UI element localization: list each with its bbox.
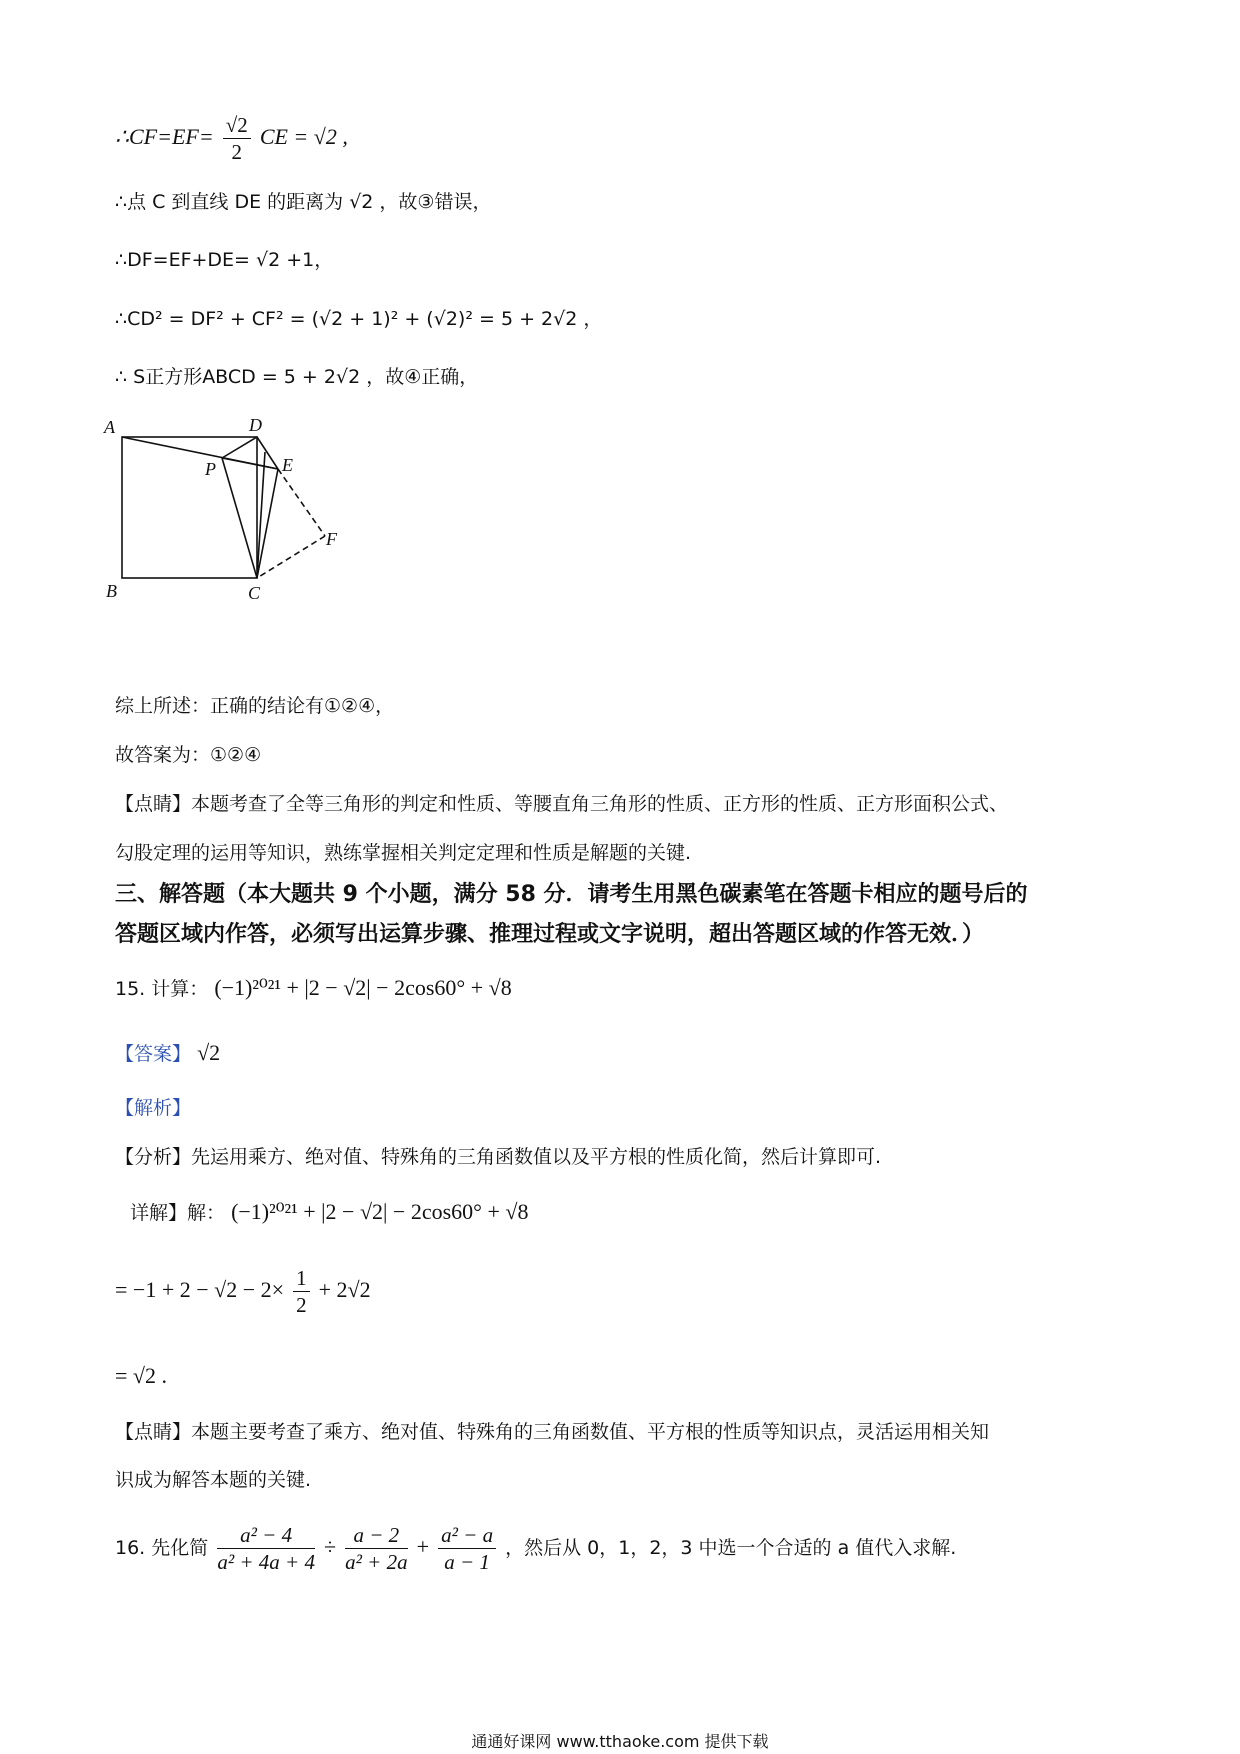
q16-fraction-3 [438,1522,496,1575]
fraction-numerator: a − 2 [345,1522,407,1549]
segment-fc-dashed [257,536,325,578]
segment-de [257,437,278,469]
q16-tail: ，然后从 0，1，2，3 中选一个合适的 a 值代入求解. [505,1537,957,1559]
fraction-numerator: a² − 4 [217,1522,315,1549]
q15-label: 15. 计算： [115,978,209,1000]
cf-ef-suffix: CE = √2 , [259,124,348,149]
answer-line: 故答案为：①②④ [115,744,262,766]
fraction-denominator: a − 1 [444,1550,490,1574]
summary-line: 综上所述：正确的结论有①②④， [115,695,395,717]
q15-answer-line [115,1040,220,1067]
derivation-line-area: ∴ S正方形ABCD = 5 + 2√2 ，故④正确， [115,366,479,388]
q15-expression: (−1)²⁰²¹ + |2 − √2| − 2cos60° + √8 [214,975,512,1000]
section-heading-line-1: 三、解答题（本大题共 9 个小题，满分 58 分．请考生用黑色碳素笔在答题卡相应的题号后的 [115,882,1028,907]
derivation-line-cf-ef [115,112,348,165]
q15-step-2 [115,1363,167,1390]
q16-label: 16. 先化简 [115,1537,209,1559]
sqrt2-over-2-fraction [223,112,251,165]
question-15 [115,975,512,1002]
fraction-numerator: 1 [293,1265,310,1292]
dianjing-line-2: 勾股定理的运用等知识，熟练掌握相关判定定理和性质是解题的关键. [115,842,692,864]
page-footer: 通通好课网 www.tthaoke.com 提供下载 [471,1732,769,1751]
segment-ef-dashed [278,469,325,536]
step1-part-a: = −1 + 2 − √2 − 2× [115,1277,285,1302]
analysis-tag: 【解析】 [115,1097,192,1119]
q15-dianjing-1: 【点睛】本题主要考查了乘方、绝对值、特殊角的三角函数值、平方根的性质等知识点，灵活运用相关知 [115,1421,990,1443]
label-a: A [104,417,115,437]
square-geometry-figure [104,415,398,675]
fraction-denominator: a² + 4a + 4 [217,1550,315,1574]
q15-detail [130,1199,528,1226]
step1-part-b: + 2√2 [318,1277,371,1302]
fraction-denominator: 2 [231,140,242,164]
q16-divide: ÷ [324,1534,337,1559]
dianjing-line-1: 【点睛】本题考查了全等三角形的判定和性质、等腰直角三角形的性质、正方形的性质、正方形面积公式、 [115,793,1009,815]
fraction-denominator: 2 [296,1293,307,1317]
answer-tag: 【答案】 [115,1043,192,1065]
segment-pe [222,458,278,469]
q15-fenxi: 【分析】先运用乘方、绝对值、特殊角的三角函数值以及平方根的性质化简，然后计算即可. [115,1146,882,1168]
fraction-numerator: √2 [223,112,251,139]
q15-answer: √2 [197,1040,221,1065]
section-heading-line-2: 答题区域内作答，必须写出运算步骤、推理过程或文字说明，超出答题区域的作答无效．） [115,922,985,947]
q16-plus: + [416,1534,430,1559]
label-p: P [205,459,216,479]
fraction-numerator: a² − a [438,1522,496,1549]
step2-text: = √2 . [115,1363,167,1388]
q16-fraction-1 [217,1522,315,1575]
segment-dp [222,437,257,458]
one-half-fraction [293,1265,310,1318]
label-f: F [326,529,337,549]
q16-fraction-2 [345,1522,407,1575]
q15-detail-label: 详解】解： [130,1202,226,1224]
label-d: D [249,415,262,435]
label-e: E [282,455,293,475]
derivation-line-df: ∴DF=EF+DE= √2 +1， [115,249,334,271]
question-16 [115,1522,956,1575]
label-b: B [106,581,117,601]
q15-detail-expression: (−1)²⁰²¹ + |2 − √2| − 2cos60° + √8 [231,1199,529,1224]
derivation-line-cd-squared: ∴CD² = DF² + CF² = (√2 + 1)² + (√2)² = 5 + 2√2 ， [115,308,603,330]
q15-dianjing-2: 识成为解答本题的关键. [115,1469,312,1491]
label-c: C [248,583,261,603]
q15-step-1 [115,1265,371,1318]
derivation-line-distance: ∴点 C 到直线 DE 的距离为 √2 ，故③错误， [115,191,492,213]
segment-pc [222,458,257,578]
cf-ef-prefix: ∴CF=EF= [115,124,214,149]
fraction-denominator: a² + 2a [345,1550,408,1574]
